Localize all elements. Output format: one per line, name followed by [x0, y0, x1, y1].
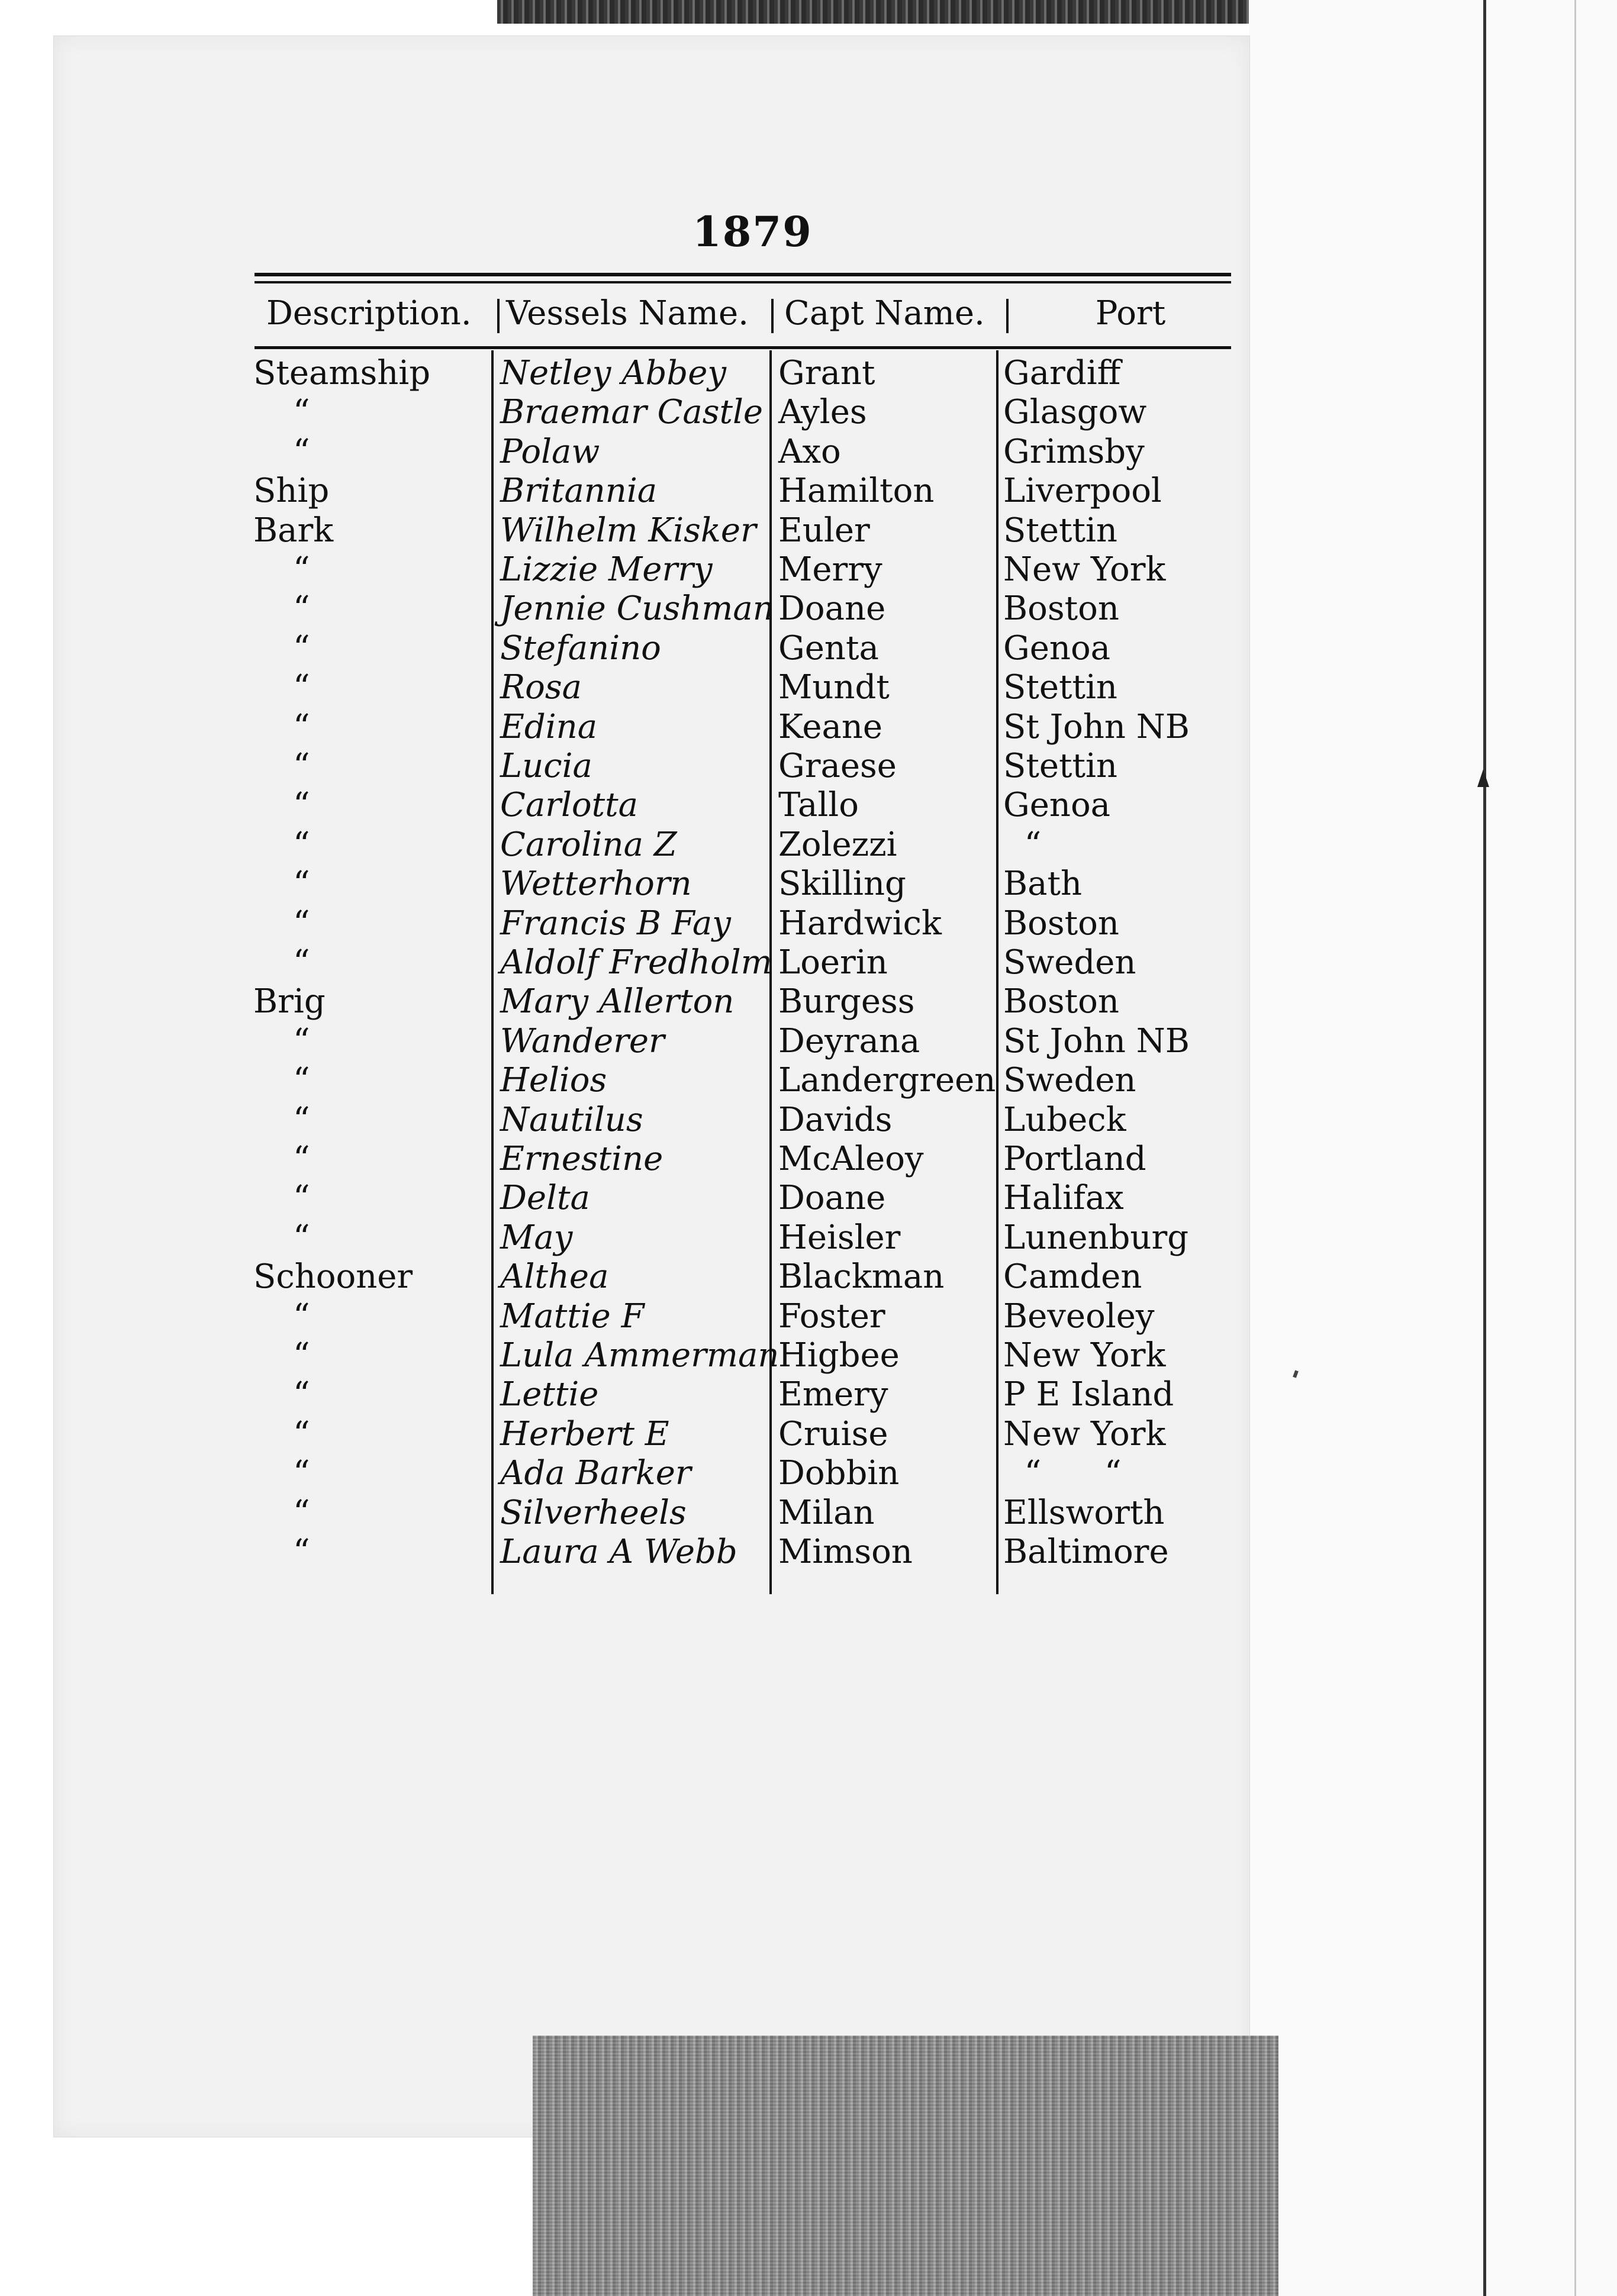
- table-row: [0, 747, 1617, 786]
- header-separator: [771, 299, 774, 333]
- cell-port: Boston: [1003, 982, 1119, 1021]
- cell-description: “: [293, 825, 310, 864]
- scan-edge-bottom: [533, 2036, 1278, 2296]
- cell-captain-name: Mundt: [778, 668, 890, 707]
- table-row: [0, 550, 1617, 589]
- cell-description: “: [293, 1414, 310, 1453]
- cell-port: Boston: [1003, 589, 1119, 628]
- cell-vessel-name: Aldolf Fredholm: [500, 943, 772, 982]
- table-row: [0, 1257, 1617, 1297]
- cell-port: Boston: [1003, 904, 1119, 943]
- cell-captain-name: Landergreen: [778, 1061, 996, 1100]
- table-row: [0, 786, 1617, 825]
- cell-description: “: [293, 943, 310, 982]
- table-row: [0, 393, 1617, 432]
- cell-description: “: [293, 865, 310, 904]
- cell-vessel-name: Francis B Fay: [500, 904, 731, 943]
- table-row: [0, 629, 1617, 668]
- table-row: [0, 708, 1617, 747]
- cell-port: “: [1003, 825, 1042, 864]
- cell-vessel-name: Stefanino: [500, 628, 661, 667]
- table-row: [0, 1375, 1617, 1414]
- table-row: [0, 1179, 1617, 1218]
- cell-vessel-name: Delta: [500, 1179, 590, 1218]
- scan-edge-top: [497, 0, 1249, 24]
- cell-description: “: [293, 786, 310, 825]
- cell-port: Ellsworth: [1003, 1493, 1165, 1532]
- cell-description: “: [293, 1375, 310, 1414]
- cell-vessel-name: Wanderer: [500, 1021, 665, 1060]
- cell-captain-name: Higbee: [778, 1336, 900, 1375]
- cell-port: New York: [1003, 550, 1166, 589]
- cell-vessel-name: Carolina Z: [500, 825, 677, 864]
- cell-captain-name: Tallo: [778, 786, 859, 825]
- table-row: [0, 472, 1617, 511]
- cell-port: St John NB: [1003, 707, 1190, 746]
- table-row: [0, 1101, 1617, 1140]
- cell-description: “: [293, 668, 310, 707]
- cell-description: “: [293, 1140, 310, 1178]
- cell-captain-name: Heisler: [778, 1218, 901, 1257]
- cell-vessel-name: Netley Abbey: [500, 354, 727, 392]
- cell-vessel-name: Silverheels: [500, 1493, 687, 1532]
- cell-captain-name: Cruise: [778, 1414, 888, 1453]
- cell-captain-name: Hamilton: [778, 472, 935, 511]
- cell-description: “: [293, 1454, 310, 1493]
- cell-port: Lubeck: [1003, 1100, 1126, 1139]
- cell-description: Schooner: [253, 1257, 413, 1297]
- cell-description: “: [293, 1100, 310, 1139]
- cell-description: “: [293, 747, 310, 785]
- column-header-captain: Capt Name.: [784, 294, 985, 333]
- cell-captain-name: Graese: [778, 747, 897, 785]
- cell-captain-name: Hardwick: [778, 904, 942, 943]
- cell-description: “: [293, 432, 310, 471]
- cell-description: “: [293, 1336, 310, 1375]
- cell-port: New York: [1003, 1414, 1166, 1453]
- cell-vessel-name: Laura A Webb: [500, 1533, 737, 1571]
- cell-port: Baltimore: [1003, 1533, 1169, 1571]
- cell-vessel-name: Braemar Castle: [500, 393, 764, 432]
- table-row: [0, 1415, 1617, 1454]
- header-rule-bottom: [255, 346, 1231, 349]
- column-header-port: Port: [1095, 294, 1166, 333]
- cell-vessel-name: Rosa: [500, 668, 582, 707]
- cell-captain-name: Merry: [778, 550, 882, 589]
- table-row: [0, 1218, 1617, 1257]
- cell-vessel-name: Herbert E: [500, 1414, 669, 1453]
- cell-description: “: [293, 707, 310, 746]
- cell-captain-name: Doane: [778, 589, 886, 628]
- cell-port: New York: [1003, 1336, 1166, 1375]
- cell-port: P E Island: [1003, 1375, 1174, 1414]
- table-row: [0, 865, 1617, 904]
- cell-vessel-name: Carlotta: [500, 786, 639, 825]
- page-year-heading: 1879: [692, 207, 813, 256]
- cell-captain-name: Davids: [778, 1100, 893, 1139]
- cell-port: Glasgow: [1003, 393, 1147, 432]
- cell-description: Ship: [253, 472, 330, 511]
- cell-captain-name: Ayles: [778, 393, 867, 432]
- cell-captain-name: Keane: [778, 707, 883, 746]
- cell-port: Gardiff: [1003, 354, 1121, 392]
- header-rule-top: [255, 273, 1231, 276]
- cell-vessel-name: Mary Allerton: [500, 982, 735, 1021]
- table-row: [0, 1336, 1617, 1375]
- cell-vessel-name: Ernestine: [500, 1140, 663, 1178]
- cell-port: Bath: [1003, 865, 1083, 904]
- cell-vessel-name: Lettie: [500, 1375, 599, 1414]
- cell-description: “: [293, 1493, 310, 1532]
- cell-vessel-name: Lucia: [500, 747, 592, 785]
- cell-captain-name: Doane: [778, 1179, 886, 1218]
- cell-port: Genoa: [1003, 628, 1111, 667]
- cell-description: “: [293, 589, 310, 628]
- cell-description: Bark: [253, 511, 334, 550]
- table-row: [0, 511, 1617, 550]
- cell-vessel-name: May: [500, 1218, 573, 1257]
- cell-captain-name: Burgess: [778, 982, 915, 1021]
- cell-captain-name: Loerin: [778, 943, 888, 982]
- cell-captain-name: Skilling: [778, 865, 906, 904]
- cell-description: Brig: [253, 982, 326, 1021]
- cell-port: Grimsby: [1003, 432, 1145, 471]
- table-row: [0, 589, 1617, 628]
- table-row: [0, 825, 1617, 865]
- cell-port: Camden: [1003, 1257, 1142, 1297]
- cell-vessel-name: Nautilus: [500, 1100, 643, 1139]
- cell-captain-name: Genta: [778, 628, 879, 667]
- table-row: [0, 982, 1617, 1021]
- cell-description: Steamship: [253, 354, 431, 392]
- cell-vessel-name: Mattie F: [500, 1297, 645, 1336]
- cell-vessel-name: Wilhelm Kisker: [500, 511, 756, 550]
- cell-description: “: [293, 393, 310, 432]
- cell-description: “: [293, 1297, 310, 1336]
- cell-description: “: [293, 1021, 310, 1060]
- cell-port: Beveoley: [1003, 1297, 1155, 1336]
- cell-port: Sweden: [1003, 1061, 1136, 1100]
- header-rule-top-double: [255, 281, 1231, 283]
- cell-port: Portland: [1003, 1140, 1146, 1178]
- cell-description: “: [293, 1179, 310, 1218]
- cell-port: Liverpool: [1003, 472, 1162, 511]
- cell-captain-name: Blackman: [778, 1257, 945, 1297]
- table-row: [0, 1533, 1617, 1572]
- cell-vessel-name: Lizzie Merry: [500, 550, 713, 589]
- cell-captain-name: Mimson: [778, 1533, 913, 1571]
- cell-vessel-name: Britannia: [500, 472, 658, 511]
- table-row: [0, 943, 1617, 982]
- header-separator: [1006, 299, 1009, 333]
- table-row: [0, 1140, 1617, 1179]
- cell-description: “: [293, 1218, 310, 1257]
- cell-captain-name: Milan: [778, 1493, 875, 1532]
- cell-port: St John NB: [1003, 1021, 1190, 1060]
- cell-description: “: [293, 1533, 310, 1571]
- cell-vessel-name: Ada Barker: [500, 1454, 691, 1493]
- cell-vessel-name: Althea: [500, 1257, 609, 1297]
- cell-port: Stettin: [1003, 511, 1117, 550]
- cell-captain-name: Axo: [778, 432, 841, 471]
- column-header-vessel: Vessels Name.: [506, 294, 749, 333]
- cell-vessel-name: Helios: [500, 1061, 607, 1100]
- cell-vessel-name: Edina: [500, 707, 598, 746]
- cell-port: Stettin: [1003, 668, 1117, 707]
- cell-captain-name: Foster: [778, 1297, 885, 1336]
- cell-description: “: [293, 904, 310, 943]
- cell-port: “ “: [1003, 1454, 1122, 1493]
- cell-vessel-name: Polaw: [500, 432, 600, 471]
- cell-captain-name: Grant: [778, 354, 875, 392]
- table-row: [0, 1061, 1617, 1100]
- cell-description: “: [293, 628, 310, 667]
- cell-port: Sweden: [1003, 943, 1136, 982]
- cell-captain-name: McAleoy: [778, 1140, 924, 1178]
- cell-vessel-name: Lula Ammerman: [500, 1336, 779, 1375]
- table-row: [0, 1022, 1617, 1061]
- header-separator: [497, 299, 500, 333]
- cell-port: Halifax: [1003, 1179, 1124, 1218]
- table-row: [0, 433, 1617, 472]
- table-row: [0, 904, 1617, 943]
- table-row: [0, 1297, 1617, 1336]
- table-row: [0, 1494, 1617, 1533]
- cell-port: Genoa: [1003, 786, 1111, 825]
- table-row: [0, 668, 1617, 707]
- column-header-description: Description.: [266, 294, 472, 333]
- cell-description: “: [293, 550, 310, 589]
- cell-captain-name: Dobbin: [778, 1454, 900, 1493]
- cell-captain-name: Emery: [778, 1375, 888, 1414]
- table-row: [0, 1454, 1617, 1493]
- cell-port: Stettin: [1003, 747, 1117, 785]
- table-row: [0, 354, 1617, 393]
- cell-description: “: [293, 1061, 310, 1100]
- cell-vessel-name: Jennie Cushman: [500, 589, 774, 628]
- cell-captain-name: Zolezzi: [778, 825, 897, 864]
- cell-captain-name: Deyrana: [778, 1021, 920, 1060]
- cell-captain-name: Euler: [778, 511, 870, 550]
- cell-vessel-name: Wetterhorn: [500, 865, 692, 904]
- cell-port: Lunenburg: [1003, 1218, 1189, 1257]
